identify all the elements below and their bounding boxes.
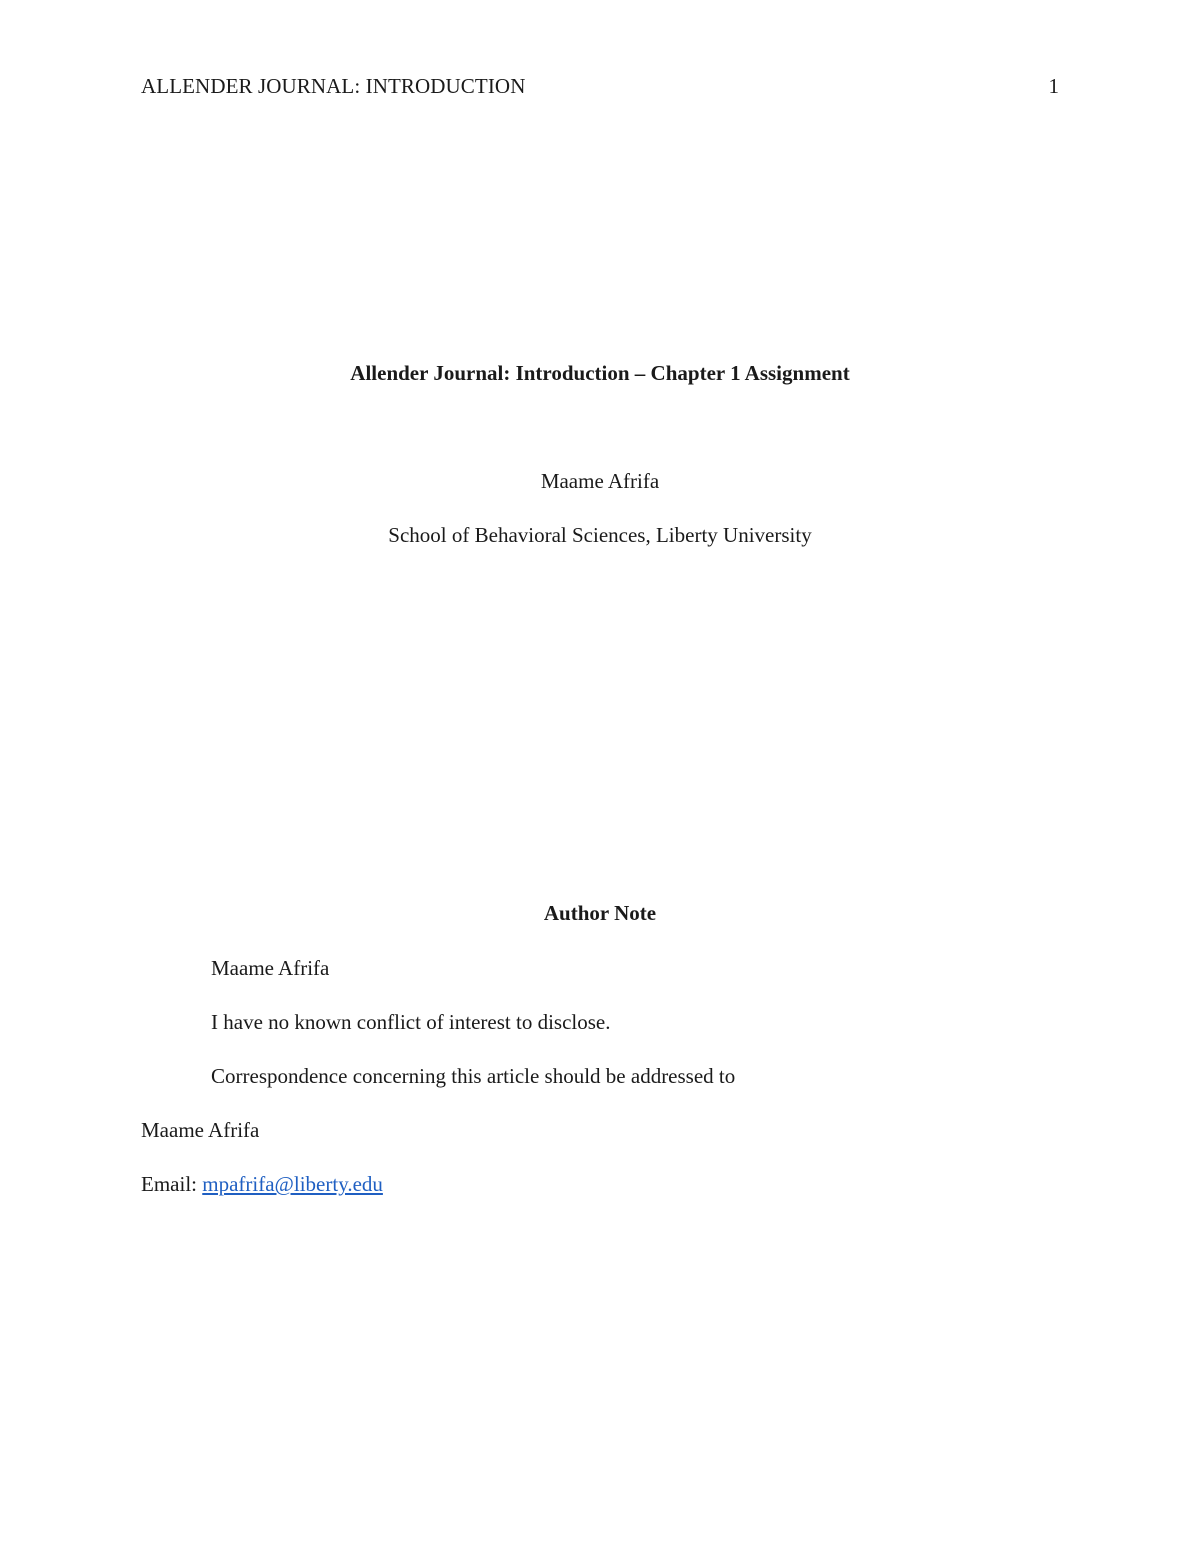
conflict-of-interest-statement: I have no known conflict of interest to disclose. — [211, 1010, 611, 1034]
contact-name: Maame Afrifa — [141, 1118, 260, 1142]
running-head: ALLENDER JOURNAL: INTRODUCTION — [141, 74, 526, 98]
contact-email-line — [141, 1170, 383, 1198]
author-affiliation: School of Behavioral Sciences, Liberty University — [388, 523, 812, 547]
author-note-heading: Author Note — [543, 901, 657, 925]
author-note-name: Maame Afrifa — [211, 956, 330, 980]
author-name: Maame Afrifa — [540, 469, 660, 493]
email-link[interactable]: mpafrifa@liberty.edu — [202, 1172, 383, 1196]
correspondence-statement: Correspondence concerning this article should be addressed to — [211, 1064, 736, 1088]
email-label: Email: — [141, 1172, 203, 1196]
paper-title: Allender Journal: Introduction – Chapter 1 Assignment — [350, 361, 850, 385]
page-number: 1 — [1048, 74, 1059, 98]
